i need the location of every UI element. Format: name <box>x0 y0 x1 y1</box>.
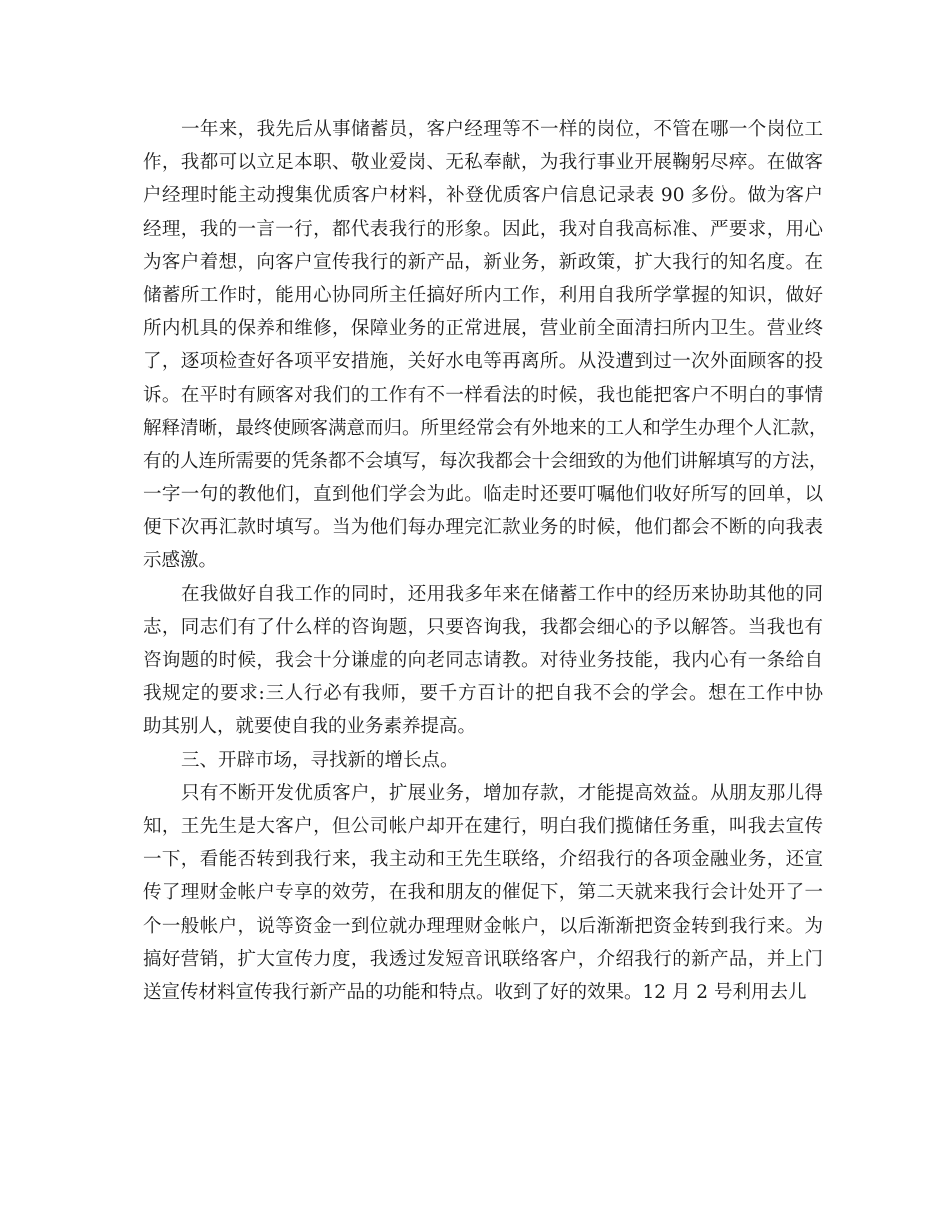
paragraph-4 <box>143 777 823 1009</box>
text-line: 便下次再汇款时填写。当为他们每办理完汇款业务的时候，他们都会不断的向我表 <box>143 517 823 539</box>
text-line: 了，逐项检查好各项平安措施，关好水电等再离所。从没遭到过一次外面顾客的投 <box>143 351 823 373</box>
text-line: 助其别人，就要使自我的业务素养提高。 <box>143 716 477 738</box>
text-line: 所内机具的保养和维修，保障业务的正常进展，营业前全面清扫所内卫生。营业终 <box>143 318 823 340</box>
text-line: 送宣传材料宣传我行新产品的功能和特点。收到了好的效果。12 月 2 号利用去儿 <box>143 981 807 1003</box>
text-line: 户经理时能主动搜集优质客户材料，补登优质客户信息记录表 90 多份。做为客户 <box>143 185 823 207</box>
text-line: 一年来，我先后从事储蓄员，客户经理等不一样的岗位，不管在哪一个岗位工 <box>181 119 823 140</box>
text-line: 解释清晰，最终使顾客满意而归。所里经常会有外地来的工人和学生办理个人汇款， <box>143 417 828 439</box>
paragraph-1 <box>143 113 828 578</box>
text-line: 咨询题的时候，我会十分谦虚的向老同志请教。对待业务技能，我内心有一条给自 <box>143 650 823 671</box>
text-line: 搞好营销，扩大宣传力度，我透过发短音讯联络客户，介绍我行的新产品，并上门 <box>143 948 823 970</box>
paragraph-2 <box>143 578 823 744</box>
text-line: 一字一句的教他们，直到他们学会为此。临走时还要叮嘱他们收好所写的回单，以 <box>143 484 823 506</box>
text-line: 诉。在平时有顾客对我们的工作有不一样看法的时候，我也能把客户不明白的事情 <box>143 384 823 406</box>
text-line: 储蓄所工作时，能用心协同所主任搞好所内工作，利用自我所学掌握的知识，做好 <box>143 284 823 306</box>
text-line: 示感激。 <box>143 550 218 572</box>
text-line: 有的人连所需要的凭条都不会填写，每次我都会十会细致的为他们讲解填写的方法， <box>143 450 828 472</box>
text-line: 一下，看能否转到我行来，我主动和王先生联络，介绍我行的各项金融业务，还宣 <box>143 849 823 871</box>
document-body <box>143 113 828 1009</box>
text-line: 个一般帐户，说等资金一到位就办理理财金帐户，以后渐渐把资金转到我行来。为 <box>143 915 823 937</box>
text-line: 志，同志们有了什么样的咨询题，只要咨询我，我都会细心的予以解答。当我也有 <box>143 616 823 638</box>
text-line: 三、开辟市场，寻找新的增长点。 <box>181 749 459 771</box>
text-line: 为客户着想，向客户宣传我行的新产品，新业务，新政策，扩大我行的知名度。在 <box>143 251 823 273</box>
text-line: 知，王先生是大客户，但公司帐户却开在建行，明白我们揽储任务重，叫我去宣传 <box>143 815 823 837</box>
section-heading <box>143 744 823 777</box>
text-line: 传了理财金帐户专享的效劳，在我和朋友的催促下，第二天就来我行会计处开了一 <box>143 882 823 904</box>
text-line: 只有不断开发优质客户，扩展业务，增加存款，才能提高效益。从朋友那儿得 <box>181 782 823 804</box>
text-line: 经理，我的一言一行，都代表我行的形象。因此，我对自我高标准、严要求，用心 <box>143 218 823 240</box>
text-line: 我规定的要求:三人行必有我师，要千方百计的把自我不会的学会。想在工作中协 <box>143 683 823 705</box>
text-line: 在我做好自我工作的同时，还用我多年来在储蓄工作中的经历来协助其他的同 <box>181 583 823 605</box>
text-line: 作，我都可以立足本职、敬业爱岗、无私奉献，为我行事业开展鞠躬尽瘁。在做客 <box>143 152 823 174</box>
